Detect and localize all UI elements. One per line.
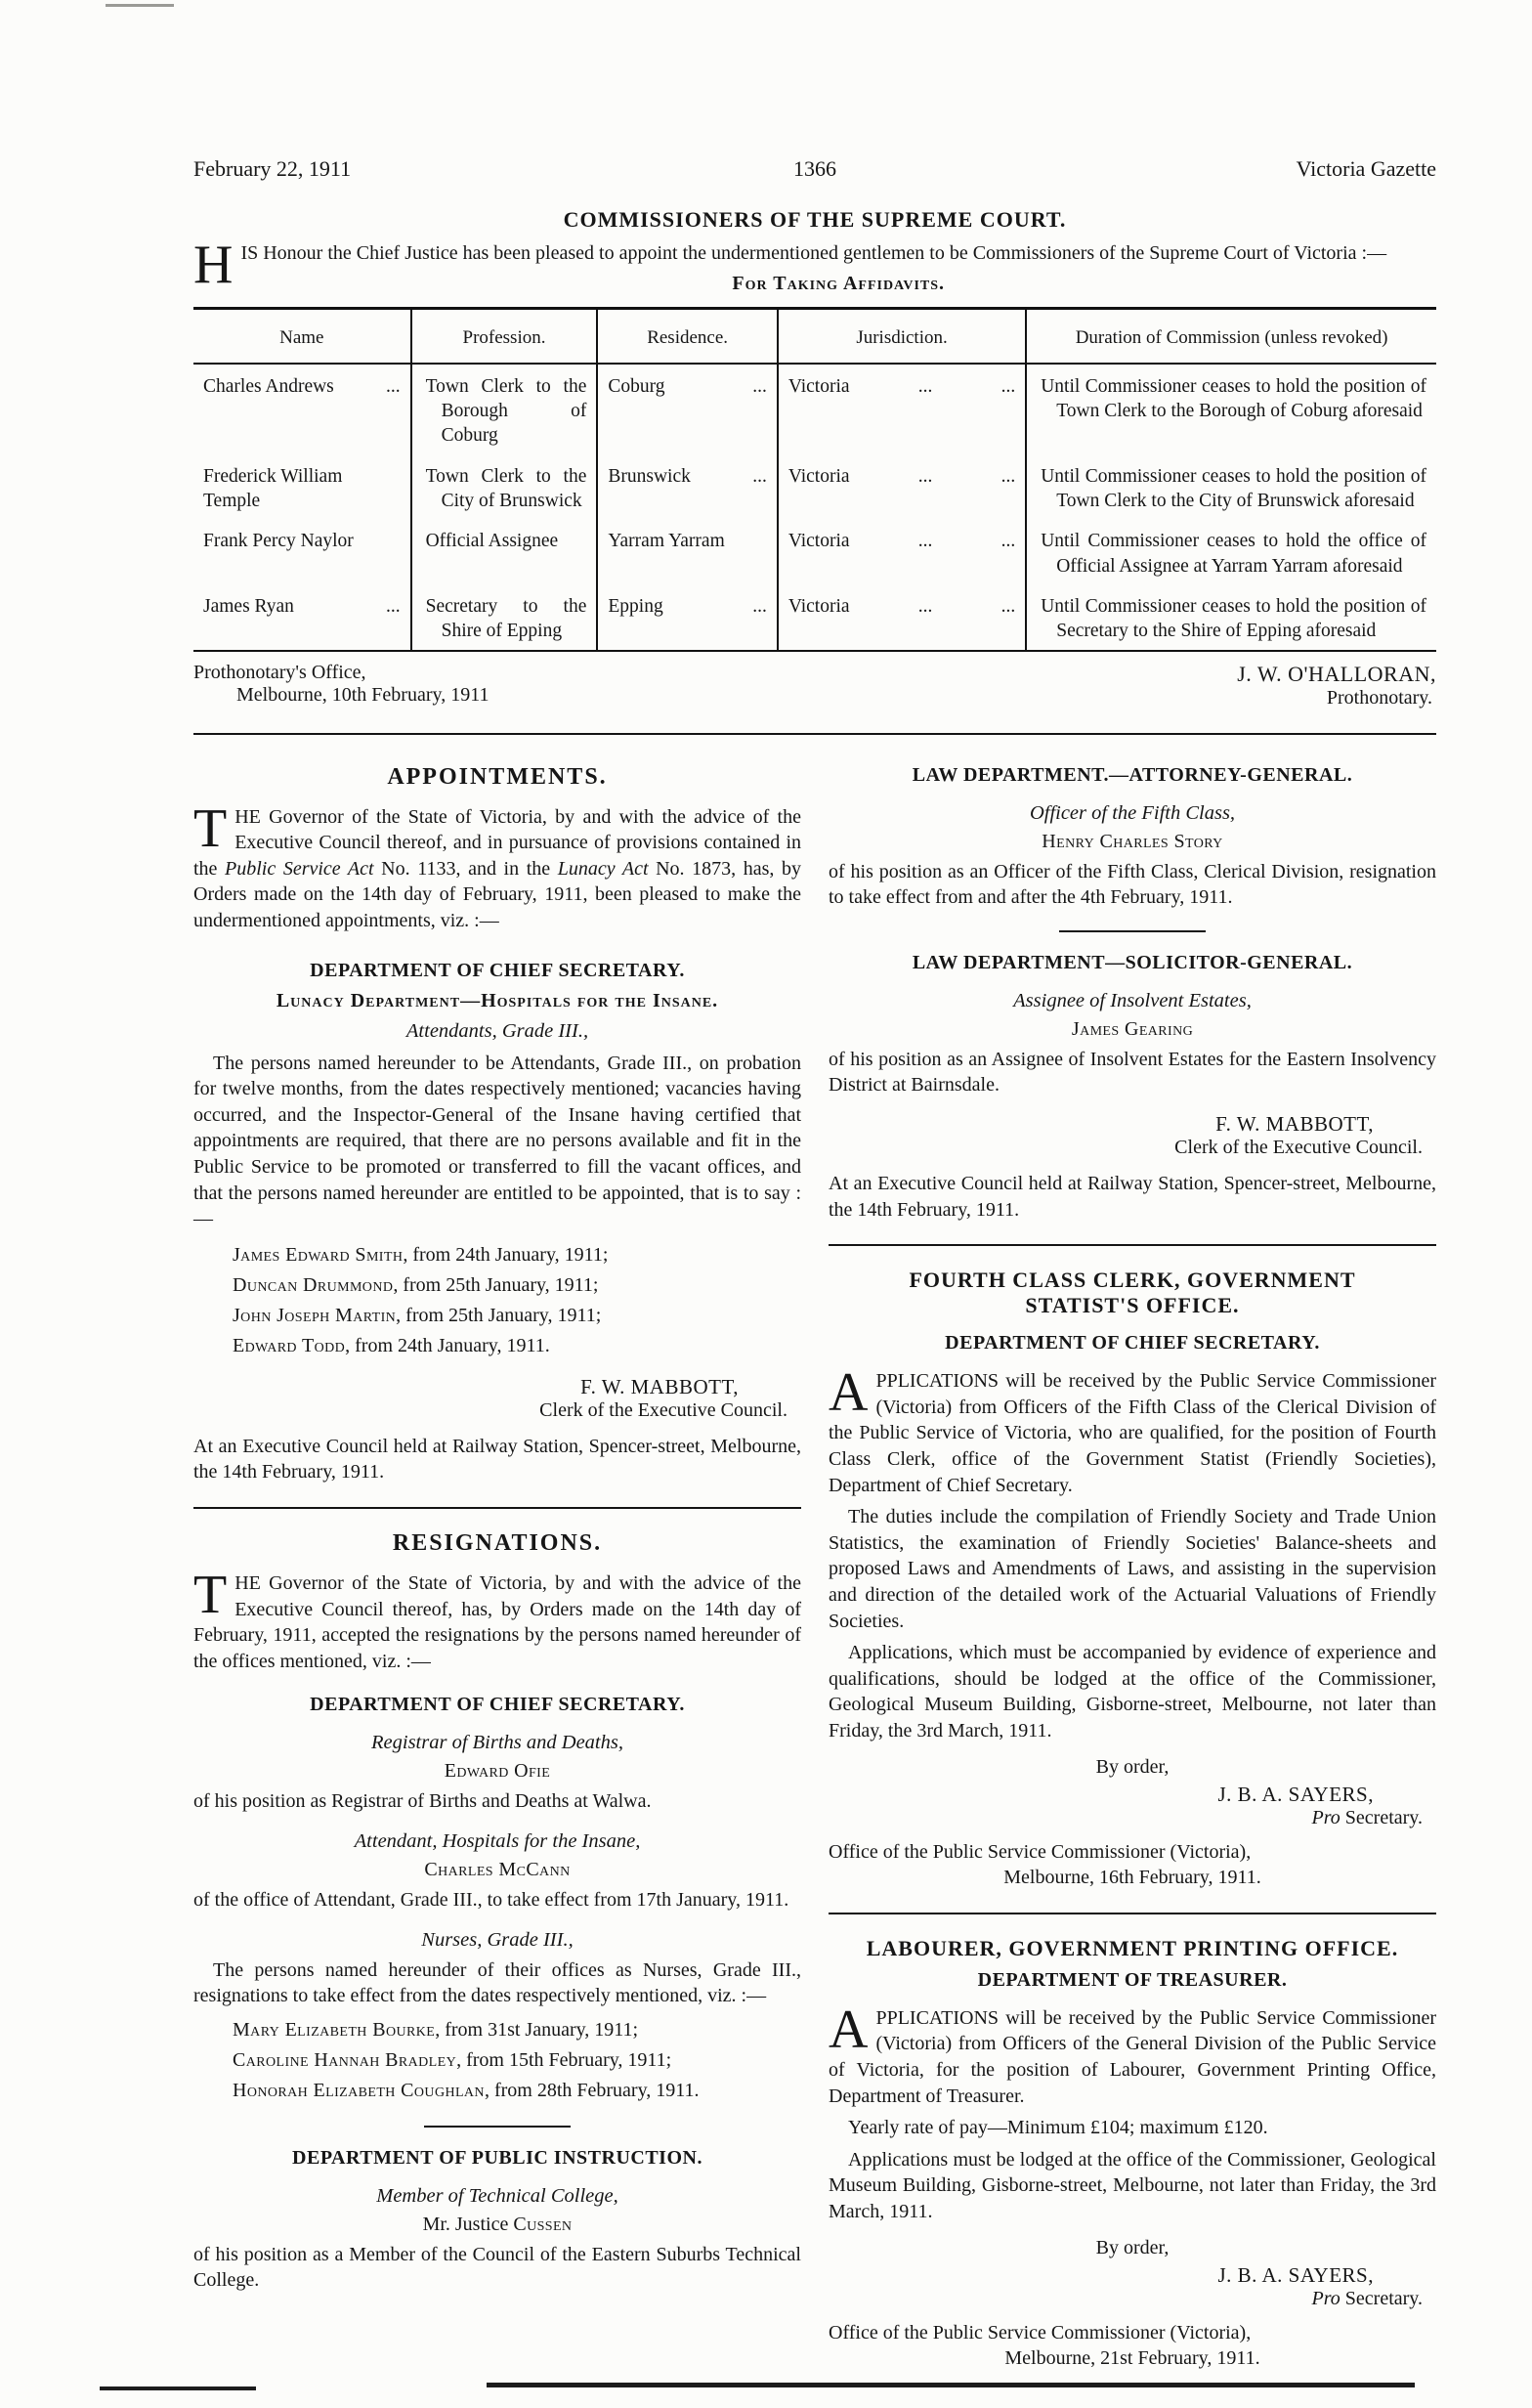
attendants-role: Attendants, Grade III., (405, 1019, 589, 1042)
left-column (193, 764, 801, 2372)
signature-name: J. B. A. SAYERS, (1217, 1782, 1374, 1806)
col-header-duration: Duration of Commission (unless revoked) (1026, 308, 1436, 364)
law-attorney-title: LAW DEPARTMENT.—ATTORNEY-GENERAL. (912, 763, 1353, 786)
prothonotary-block (193, 662, 1436, 710)
cell-profession: Official Assignee (425, 531, 559, 552)
prothonotary-signature (1237, 662, 1436, 710)
para-text: PPLICATIONS will be received by the Public Service Commissioner (Victoria) from Officers of the Fifth Class of the Clerical Division of the Public Service of Victoria, who are qualified, for the position of Fourth Class Clerk, office of the Government Statist (Friendly Societies), Department of Chief Secretary. (829, 1370, 1436, 1496)
dept-chief-secretary: DEPARTMENT OF CHIEF SECRETARY. (310, 1694, 685, 1716)
title-line: FOURTH CLASS CLERK, GOVERNMENT (909, 1268, 1356, 1293)
entry-role: Nurses, Grade III., (421, 1928, 574, 1951)
col-header-profession: Profession. (411, 308, 598, 364)
dept-public-instruction: DEPARTMENT OF PUBLIC INSTRUCTION. (292, 2146, 702, 2169)
scan-artifact (487, 2383, 1415, 2387)
columns (193, 764, 1436, 2372)
leader-dots: ... (917, 531, 933, 552)
entry-text: of the office of Attendant, Grade III., to take effect from 17th January, 1911. (193, 1888, 789, 1911)
cell-residence: Coburg (608, 375, 665, 397)
affidavits-subtitle: For Taking Affidavits. (732, 272, 946, 294)
pro-italic: Pro (1311, 2287, 1340, 2309)
applications-para (829, 1362, 1436, 1498)
pro-italic: Pro (1311, 1806, 1340, 1828)
cell-profession: Secretary to the Shire of Epping (425, 596, 587, 642)
dept-treasurer: DEPARTMENT OF TREASURER. (977, 1968, 1288, 1991)
leader-dots: ... (917, 596, 933, 617)
cell-residence: Yarram Yarram (608, 531, 725, 552)
applications-para (829, 1999, 1436, 2109)
act-name-italic: Public Service Act (225, 857, 374, 880)
signature-title: Prothonotary. (1326, 686, 1432, 709)
list-item (233, 1270, 801, 1301)
leader-dots: ... (1000, 531, 1016, 552)
leader-dots: ... (917, 465, 933, 487)
list-item (233, 1240, 801, 1270)
cell-duration: Until Commissioner ceases to hold the office of Official Assignee at Yarram Yarram aforesaid (1041, 531, 1426, 577)
appointments-intro (193, 797, 801, 934)
entry-role: Officer of the Fifth Class, (1029, 801, 1236, 824)
section-title: COMMISSIONERS OF THE SUPREME COURT. (563, 207, 1067, 232)
fourth-clerk-title (829, 1268, 1436, 1318)
commissioners-table (193, 307, 1436, 652)
cell-name: James Ryan (203, 596, 294, 617)
duties-para: The duties include the compilation of Friendly Society and Trade Union Statistics, the examination of Friendly Societies' Balance-sheets and proposed Laws and Amendments of Laws, and assisting in the supervision and direction of the detailed work of the Actuarial Valuations of Friendly Societies. (829, 1506, 1436, 1632)
nurse-list (193, 2015, 801, 2106)
dropcap-t: T (193, 1565, 228, 1625)
list-item (233, 2076, 801, 2106)
leader-dots: ... (752, 375, 767, 397)
signature-title (829, 2288, 1436, 2310)
appointee-name: Edward Todd (233, 1334, 346, 1356)
office-line-2: Melbourne, 21st February, 1911. (1004, 2347, 1260, 2370)
scan-artifact (100, 2386, 256, 2390)
signature-title (829, 1807, 1436, 1829)
leader-dots: ... (1000, 375, 1016, 397)
section-divider (193, 733, 1436, 735)
appointee-name: James Edward Smith (233, 1243, 404, 1266)
table-row (193, 364, 1436, 454)
entry-name (193, 2214, 801, 2236)
leader-dots: ... (752, 465, 767, 487)
cell-profession: Town Clerk to the City of Brunswick (425, 465, 587, 511)
lodgement-para: Applications, which must be accompanied by evidence of experience and qualifications, should be lodged at the office of the Commissioner, Geological Museum Building, Gisborne-street, Melbourne, not later than Friday, the 3rd March, 1911. (829, 1642, 1436, 1742)
intro-segment: HE Governor of the State of Victoria, by and with the advice of the Executive Council thereof, and in pursuance of provisions contained in the (193, 805, 801, 880)
entry-name: Charles McCann (424, 1858, 571, 1880)
law-solicitor-title: LAW DEPARTMENT—SOLICITOR-GENERAL. (912, 951, 1353, 973)
header-date: February 22, 1911 (193, 156, 352, 181)
resignations-intro (193, 1565, 801, 1674)
labourer-title: LABOURER, GOVERNMENT PRINTING OFFICE. (866, 1935, 1399, 1960)
judge-prefix: Mr. Justice (422, 2213, 514, 2235)
office-line-1: Prothonotary's Office, (193, 661, 366, 683)
entry-text: of his position as Registrar of Births and Deaths at Walwa. (193, 1790, 652, 1813)
appointee-date: , from 25th January, 1911; (396, 1304, 602, 1326)
cell-jurisdiction: Victoria (787, 465, 850, 487)
cell-profession: Town Clerk to the Borough of Coburg (425, 375, 587, 447)
attendants-body: The persons named hereunder to be Attendants, Grade III., on probation for twelve months, from the dates respectively mentioned; vacancies having occurred, and the Inspector-General of the Insane having certified that appointments are required, that there are no persons available and fit in the Public Service to be promoted or transferred to fill the vacant offices, and that the persons named hereunder are entitled to be appointed, that is to say :— (193, 1052, 801, 1230)
council-note: At an Executive Council held at Railway Station, Spencer-street, Melbourne, the 14th February, 1911. (193, 1435, 801, 1484)
intro-segment: No. 1133, and in the (373, 857, 558, 880)
title-line: STATIST'S OFFICE. (1025, 1293, 1240, 1318)
appointee-list (193, 1240, 801, 1361)
title-rest: Secretary. (1340, 1806, 1423, 1828)
cell-duration: Until Commissioner ceases to hold the position of Town Clerk to the City of Brunswick aforesaid (1041, 465, 1426, 511)
col-header-jurisdiction: Jurisdiction. (778, 308, 1026, 364)
entry-name: James Gearing (1071, 1017, 1194, 1040)
council-note: At an Executive Council held at Railway Station, Spencer-street, Melbourne, the 14th February, 1911. (829, 1173, 1436, 1221)
table-header-row (193, 308, 1436, 364)
signature-name: F. W. MABBOTT, (580, 1374, 739, 1398)
column-divider (829, 1244, 1436, 1246)
commissioners-intro-text: IS Honour the Chief Justice has been pleased to appoint the undermentioned gentlemen to be Commissioners of the Supreme Court of Victoria :— (240, 242, 1387, 264)
table-row (193, 519, 1436, 584)
table-row (193, 584, 1436, 651)
dropcap-a: A (829, 1999, 869, 2060)
resignations-title: RESIGNATIONS. (392, 1530, 603, 1556)
section-commissioners (193, 207, 1436, 710)
dept-chief-secretary: DEPARTMENT OF CHIEF SECRETARY. (310, 959, 685, 981)
page-content (193, 156, 1436, 2372)
nurse-date: , from 28th February, 1911. (484, 2079, 700, 2101)
page-number: 1366 (793, 156, 836, 181)
scan-artifact (106, 4, 174, 7)
cell-residence: Brunswick (608, 465, 691, 487)
nurse-name: Caroline Hannah Bradley (233, 2048, 457, 2071)
cell-jurisdiction: Victoria (787, 375, 850, 397)
nurse-name: Mary Elizabeth Bourke (233, 2018, 436, 2041)
leader-dots: ... (1000, 596, 1016, 617)
lunacy-dept-heading: Lunacy Department—Hospitals for the Insane. (276, 989, 719, 1011)
lodgement-para: Applications must be lodged at the office of the Commissioner, Geological Museum Building, Gisborne-street, Melbourne, not later than Friday, the 3rd March, 1911. (829, 2148, 1436, 2222)
prothonotary-office (193, 662, 489, 710)
list-item (233, 1301, 801, 1331)
signature-title: Clerk of the Executive Council. (539, 1398, 787, 1421)
entry-text: of his position as a Member of the Council of the Eastern Suburbs Technical College. (193, 2243, 801, 2292)
cell-jurisdiction: Victoria (787, 596, 850, 617)
office-line-1: Office of the Public Service Commissioner (Victoria), (829, 2321, 1252, 2344)
leader-dots: ... (1000, 465, 1016, 487)
office-line-2: Melbourne, 10th February, 1911 (236, 683, 489, 706)
by-order: By order, (1095, 2236, 1170, 2258)
appointments-title: APPOINTMENTS. (387, 763, 608, 790)
signature-name: J. W. O'HALLORAN, (1237, 661, 1436, 686)
column-divider (193, 1507, 801, 1509)
judge-name: Cussen (513, 2213, 573, 2235)
by-order: By order, (1095, 1755, 1170, 1778)
list-item (233, 1331, 801, 1361)
short-divider (424, 2126, 571, 2128)
appointee-name: John Joseph Martin (233, 1304, 397, 1326)
para-text: PPLICATIONS will be received by the Public Service Commissioner (Victoria) from Officers of the General Division of the Public Service of Victoria, for the position of Labourer, Government Printing Office, Department of Treasurer. (829, 2006, 1436, 2107)
short-divider (1059, 930, 1206, 932)
office-line-2: Melbourne, 16th February, 1911. (1003, 1867, 1261, 1889)
appointee-name: Duncan Drummond (233, 1273, 394, 1296)
list-item (233, 2015, 801, 2045)
publication-title: Victoria Gazette (1296, 156, 1436, 181)
appointee-date: , from 25th January, 1911; (393, 1273, 599, 1296)
entry-role: Assignee of Insolvent Estates, (1013, 989, 1252, 1011)
appointee-date: , from 24th January, 1911; (403, 1243, 609, 1266)
nurse-date: , from 15th February, 1911; (456, 2048, 672, 2071)
right-column (829, 764, 1436, 2372)
cell-duration: Until Commissioner ceases to hold the position of Town Clerk to the Borough of Coburg aforesaid (1041, 375, 1426, 421)
leader-dots: ... (752, 596, 767, 617)
cell-name: Charles Andrews (203, 375, 334, 397)
column-divider (829, 1913, 1436, 1914)
leader-dots: ... (385, 596, 401, 617)
entry-text: of his position as an Officer of the Fifth Class, Clerical Division, resignation to take effect from and after the 4th February, 1911. (829, 860, 1436, 909)
dropcap-h: H (193, 235, 234, 295)
office-note (829, 1839, 1436, 1891)
appointee-date: , from 24th January, 1911. (345, 1334, 550, 1356)
dept-chief-secretary: DEPARTMENT OF CHIEF SECRETARY. (945, 1332, 1320, 1354)
nurse-name: Honorah Elizabeth Coughlan (233, 2079, 485, 2101)
entry-role: Attendant, Hospitals for the Insane, (354, 1829, 641, 1852)
intro-segment: HE Governor of the State of Victoria, by and with the advice of the Executive Council thereof, has, by Orders made on the 14th day of February, 1911, accepted the resignations by the persons named hereunder of the offices mentioned, viz. :— (193, 1572, 801, 1672)
dropcap-a: A (829, 1362, 869, 1424)
title-rest: Secretary. (1340, 2287, 1423, 2309)
list-item (233, 2045, 801, 2076)
office-line-1: Office of the Public Service Commissioner (Victoria), (829, 1840, 1252, 1863)
entry-name: Edward Ofie (444, 1760, 551, 1783)
act-name-italic: Lunacy Act (557, 857, 649, 880)
table-row (193, 454, 1436, 520)
entry-text: of his position as an Assignee of Insolvent Estates for the Eastern Insolvency District at Bairnsdale. (829, 1048, 1436, 1096)
office-note (829, 2320, 1436, 2372)
nurses-body: The persons named hereunder of their offices as Nurses, Grade III., resignations to take effect from the dates respectively mentioned, viz. :— (193, 1958, 801, 2007)
intro-segment: No. 1873, has, by Orders made on the 14th day of February, 1911, been pleased to make the undermentioned appointments, viz. :— (193, 857, 801, 932)
cell-duration: Until Commissioner ceases to hold the position of Secretary to the Shire of Epping aforesaid (1041, 596, 1426, 642)
col-header-name: Name (193, 308, 411, 364)
pay-line: Yearly rate of pay—Minimum £104; maximum £120. (848, 2117, 1268, 2139)
leader-dots: ... (385, 375, 401, 397)
cell-name: Frederick William Temple (203, 465, 343, 511)
entry-role: Member of Technical College, (376, 2184, 618, 2207)
cell-jurisdiction: Victoria (787, 531, 850, 552)
dropcap-t: T (193, 797, 228, 859)
nurse-date: , from 31st January, 1911; (435, 2018, 639, 2041)
entry-name: Henry Charles Story (1042, 830, 1223, 852)
signature-title: Clerk of the Executive Council. (1174, 1137, 1423, 1159)
col-header-residence: Residence. (597, 308, 777, 364)
leader-dots: ... (917, 375, 933, 397)
signature-name: J. B. A. SAYERS, (1217, 2262, 1374, 2287)
running-head (193, 156, 1436, 182)
cell-residence: Epping (608, 596, 663, 617)
entry-role: Registrar of Births and Deaths, (371, 1732, 623, 1754)
signature-name: F. W. MABBOTT, (1215, 1112, 1374, 1137)
cell-name: Frank Percy Naylor (203, 531, 354, 552)
